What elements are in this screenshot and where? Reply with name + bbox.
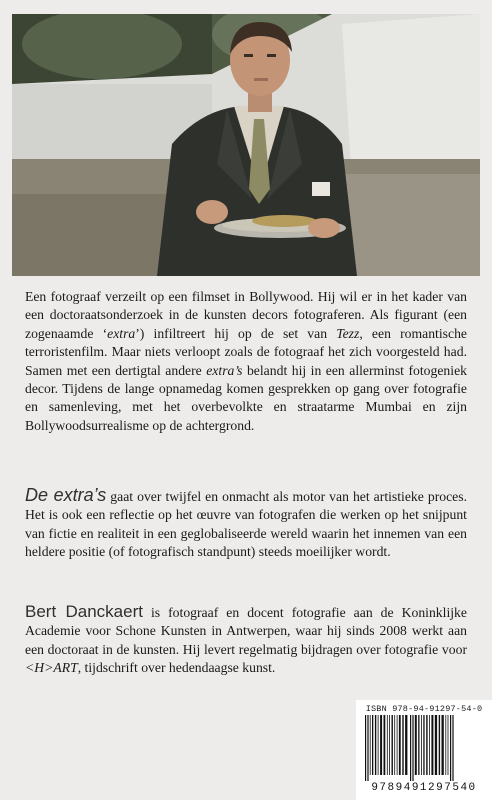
barcode-bar	[439, 715, 440, 775]
synopsis-em-extras: extra’s	[206, 362, 243, 378]
synopsis-text-2: ’) infiltreert hij op de set van	[135, 325, 337, 341]
barcode-bar	[378, 715, 379, 775]
barcode-bar	[402, 715, 403, 775]
isbn-label: ISBN 978-94-91297-54-0	[365, 704, 483, 714]
synopsis-text-4: belandt hij in een allerminst fotogeniek decor. Tijdens de lange opnamedag komen gesprekken op gang over fotografie en samenleving, met het overbevolkte en straatarme Mumbai en zijn Bollywoodsurrealisme op de achtergrond.	[25, 362, 467, 433]
barcode-bar	[426, 715, 427, 775]
cover-photo-illustration	[12, 14, 480, 276]
barcode-bar	[435, 715, 437, 775]
barcode-bar	[397, 715, 398, 775]
synopsis-em-extra: extra	[107, 325, 136, 341]
barcode-bar	[442, 715, 444, 775]
author-bio-text-2: , tijdschrift over hedendaagse kunst.	[77, 660, 276, 676]
barcode-bar	[445, 715, 446, 775]
barcode-bar	[372, 715, 373, 775]
barcode-bar	[412, 715, 413, 781]
book-description-text: gaat over twijfel en onmacht als motor van het artistieke proces. Het is ook een reflectie op het œuvre van fotografen die werken op het snijpunt van fictie en realiteit in een geglobaliseerde wereld waarin het innemen van een heldere positie (of fotografisch standpunt) steeds moeilijker wordt.	[25, 489, 468, 560]
magazine-name: <H>ART	[25, 660, 78, 676]
barcode-bar	[394, 715, 395, 775]
barcode-bar	[410, 715, 411, 781]
barcode-bar	[448, 715, 449, 775]
barcode-bar	[392, 715, 393, 775]
barcode-bar	[399, 715, 401, 775]
barcode-bar	[431, 715, 433, 775]
barcode-bar	[429, 715, 430, 775]
author-bio-text-1: is fotograaf en docent fotografie aan de Koninklijke Academie voor Schone Kunsten in Antwerpen, waar hij sinds 2008 werkt aan een doctoraat in de kunsten. Hij levert regelmatig bijdragen over fotografie voor	[25, 605, 467, 657]
barcode-bar	[423, 715, 424, 775]
barcode-bar	[452, 715, 453, 781]
barcode-bar	[450, 715, 451, 781]
author-bio-paragraph	[25, 603, 467, 678]
barcode-bar	[387, 715, 388, 775]
barcode-bar	[370, 715, 371, 775]
synopsis-text-1: Een fotograaf verzeilt op een filmset in Bollywood. Hij wil er in het kader van een doctoraatsonderzoek in de kunsten decors fotograferen. Als figurant (een zogenaamde ‘	[25, 289, 467, 341]
barcode-bar	[415, 715, 417, 775]
barcode-block	[356, 700, 492, 800]
barcode-bar	[405, 715, 407, 775]
barcode-bar	[384, 715, 386, 775]
synopsis-text-3: , een romantische terroristenfilm. Maar niets verloopt zoals de fotograaf het zich voorgesteld had. Samen met een dertigtal andere	[25, 325, 467, 378]
synopsis-em-tezz: Tezz	[336, 325, 360, 341]
barcode-bar	[389, 715, 390, 775]
author-name: Bert Danckaert	[25, 602, 143, 621]
barcode-bar	[367, 715, 368, 781]
ean-number: 9789491297540	[371, 782, 477, 794]
book-description-paragraph	[25, 486, 467, 562]
barcode-bar	[418, 715, 419, 775]
barcode-bar	[365, 715, 366, 781]
barcode-bar	[380, 715, 382, 775]
book-title-lead: De extra’s	[25, 485, 107, 505]
barcode-icon	[363, 715, 485, 781]
synopsis-paragraph	[25, 288, 467, 435]
barcode-bar	[375, 715, 376, 775]
cover-photo	[12, 14, 480, 276]
barcode-bar	[421, 715, 422, 775]
